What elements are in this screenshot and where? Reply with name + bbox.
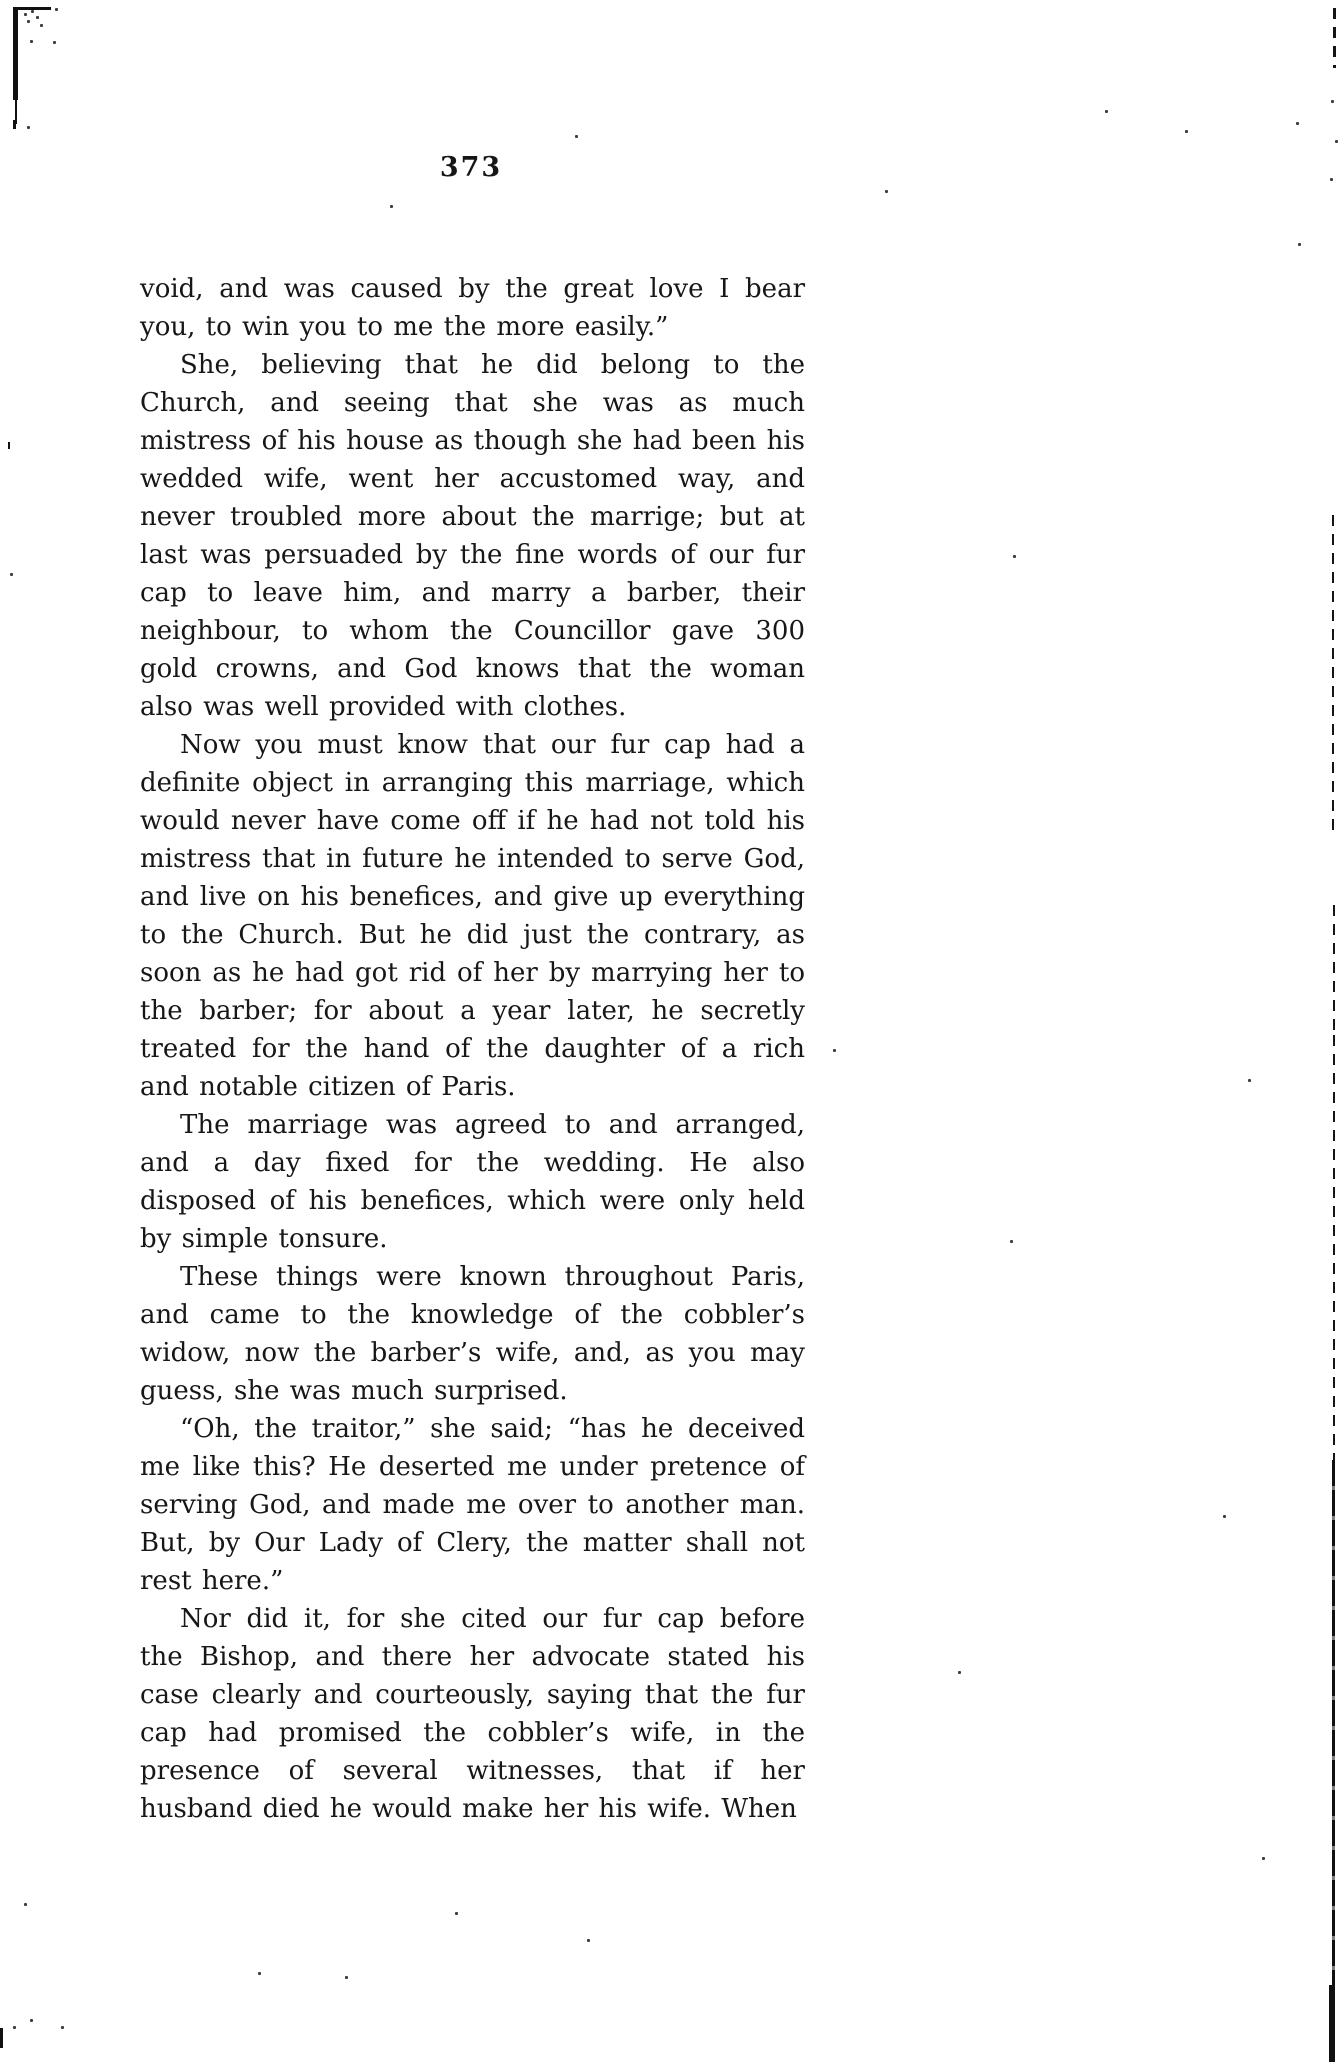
scan-speck (587, 1939, 590, 1942)
paragraph: void, and was caused by the great love I bear you, to win you to me the more easily.” (140, 274, 805, 342)
scan-mark-left-margin (8, 442, 10, 449)
paragraph: Nor did it, for she cited our fur cap before the Bishop, and there her advocate stated his case clearly and courteously, saying that the fur cap had promised the cobbler’s wife, in the presence of several witnesses, that if her husband died he would make her his wife. When (140, 1604, 805, 1824)
scan-speck (24, 1903, 27, 1906)
scan-speck (575, 135, 578, 138)
scan-speck (27, 20, 30, 23)
scan-mark-top-left-vertical (13, 7, 18, 100)
scan-speck (1296, 122, 1299, 125)
scan-speck (40, 24, 43, 27)
scan-mark-top-left-hook (13, 120, 16, 129)
scan-speck (1010, 1240, 1013, 1243)
scan-speck (31, 10, 34, 13)
scan-speck (27, 126, 30, 129)
page-edge-line-segment (1332, 1460, 1335, 2062)
scan-speck (1105, 110, 1108, 113)
scan-speck (61, 2026, 64, 2029)
scan-speck (1298, 243, 1301, 246)
scan-speck (258, 1972, 261, 1975)
scan-speck (833, 1049, 836, 1052)
page-edge-line-segment (1332, 515, 1334, 835)
scan-speck (1331, 100, 1334, 103)
scan-speck (53, 41, 56, 44)
scan-speck (30, 2019, 33, 2022)
scan-speck (1223, 1515, 1226, 1518)
page-edge-line-segment (1333, 8, 1336, 68)
paragraph: She, believing that he did belong to the Church, and seeing that she was as much mistress of his house as though she had been his wedded wife, went her accustomed way, and never troubled more about the marrige; but at last was persuaded by the fine words of our fur cap to leave him, and marry a barber, their neighbour, to whom the Councillor gave 300 gold crowns, and God knows that the woman also was well provided with clothes. (140, 350, 805, 722)
page-edge-bottom-blob (1329, 1985, 1335, 2062)
paragraph: These things were known throughout Paris, and came to the knowledge of the cobbler’s widow, now the barber’s wife, and, as you may guess, she was much surprised. (140, 1262, 805, 1406)
scan-speck (1262, 1857, 1265, 1860)
scan-speck (455, 1912, 458, 1915)
scan-speck (1013, 555, 1016, 558)
scan-speck (13, 2026, 16, 2029)
scan-speck (885, 190, 888, 193)
paragraph: The marriage was agreed to and arranged, and a day fixed for the wedding. He also disposed of his benefices, which were only held by simple tonsure. (140, 1110, 805, 1254)
page-text-block (140, 270, 805, 1828)
scan-speck (10, 573, 13, 576)
scan-speck (390, 205, 393, 208)
scan-mark-bottom-left (0, 2028, 3, 2048)
scan-speck (1248, 1079, 1251, 1082)
page-edge-line-segment (1333, 1035, 1335, 1460)
scan-speck (1335, 140, 1338, 143)
paragraph: Now you must know that our fur cap had a definite object in arranging this marriage, which would never have come off if he had not told his mistress that in future he intended to serve God, and live on his benefices, and give up everything to the Church. But he did just the contrary, as soon as he had got rid of her by marrying her to the barber; for about a year later, he secretly treated for the hand of the daughter of a rich and notable citizen of Paris. (140, 730, 805, 1102)
scan-speck (345, 1976, 348, 1979)
scan-speck (1185, 130, 1188, 133)
page-edge-line-segment (1333, 905, 1335, 1035)
scan-speck (958, 1671, 961, 1674)
scan-speck (24, 13, 27, 16)
paragraph: “Oh, the traitor,” she said; “has he deceived me like this? He deserted me under pretence of serving God, and made me over to another man. But, by Our Lady of Clery, the matter shall not rest here.” (140, 1414, 805, 1596)
scan-speck (1330, 178, 1333, 181)
scan-speck (30, 40, 33, 43)
scan-speck (55, 8, 58, 11)
scan-speck (36, 16, 39, 19)
page-number: 373 (439, 152, 503, 183)
